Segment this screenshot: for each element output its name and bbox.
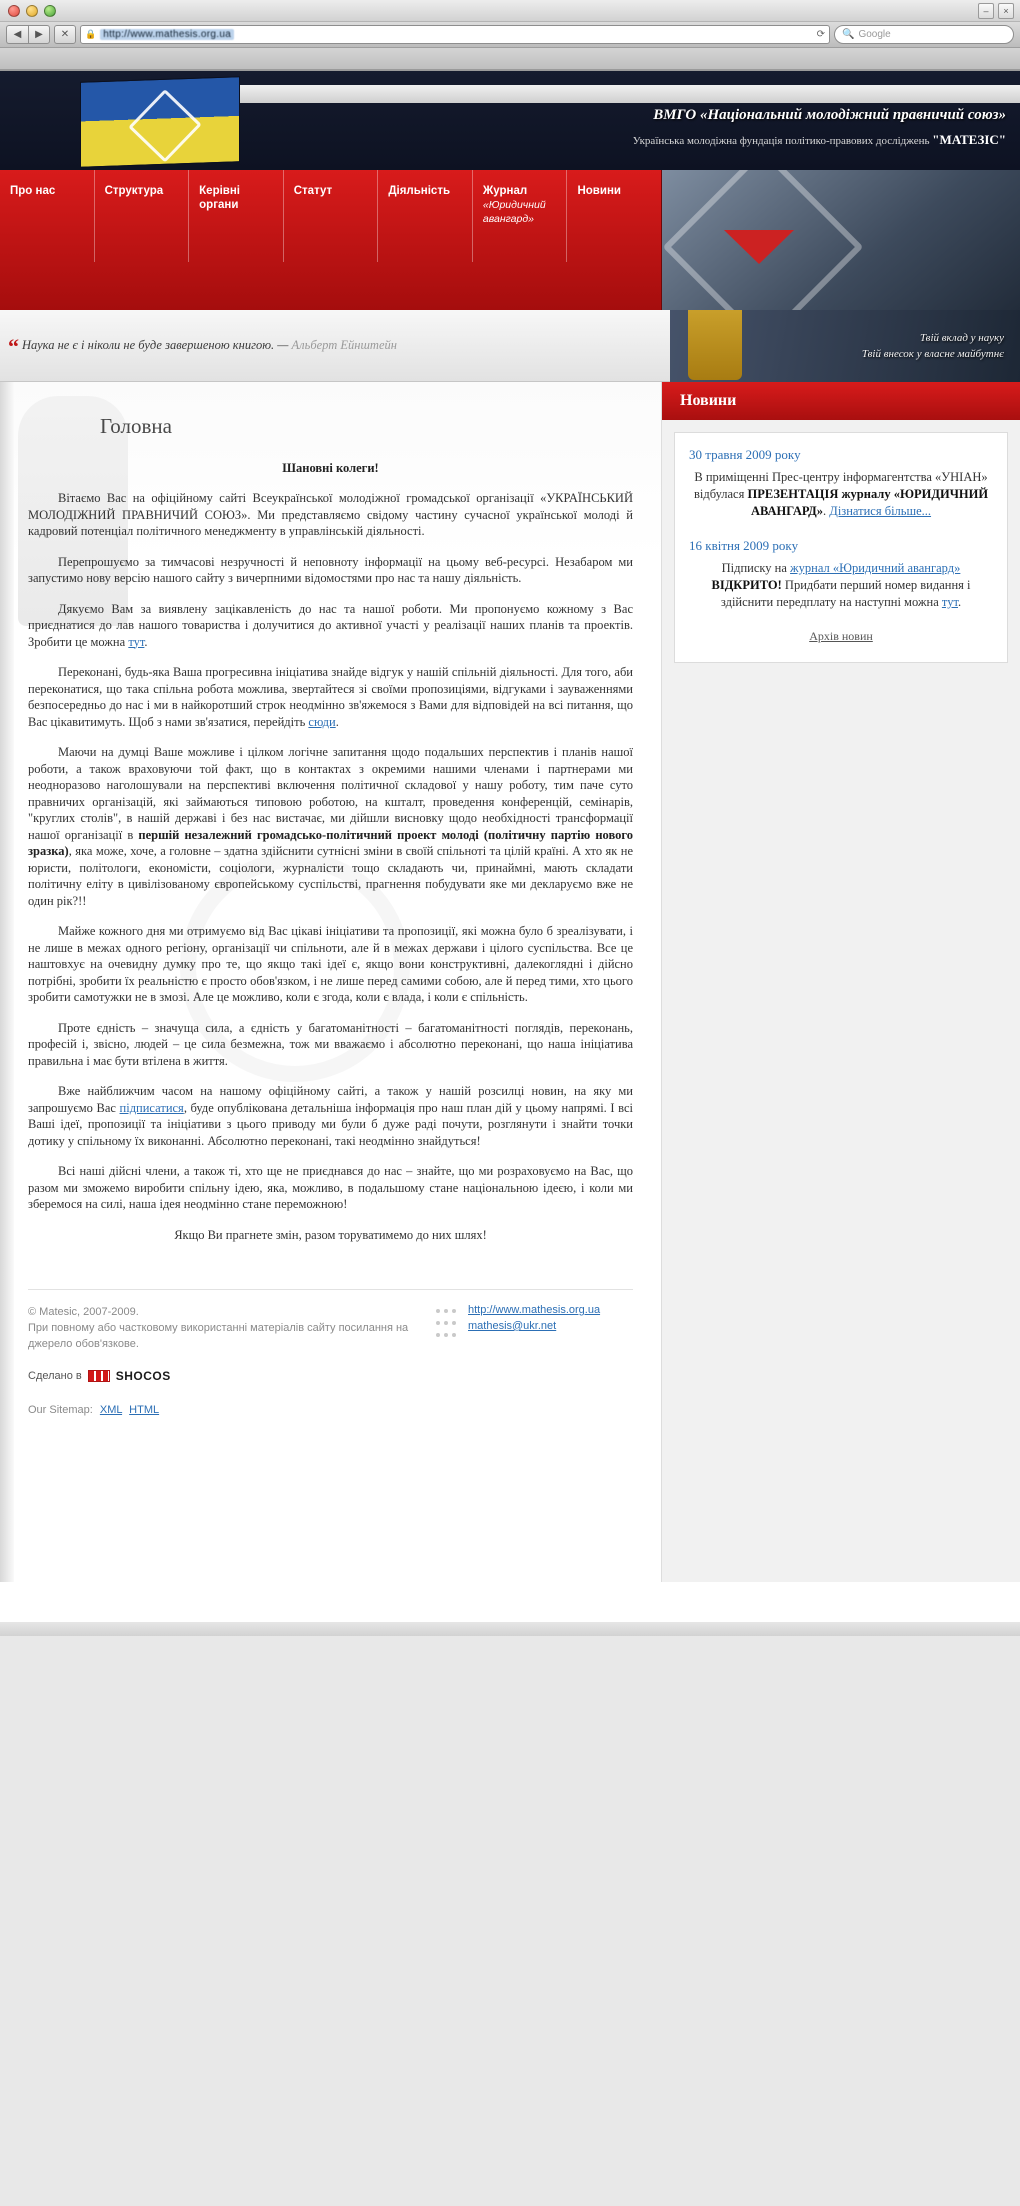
made-in-label: Сделано в [28,1370,82,1382]
news-sidebar [662,382,1020,1582]
shocos-brand[interactable]: SHOCOS [115,1369,171,1383]
nav-item-statute[interactable] [284,170,379,262]
address-bar[interactable] [80,25,830,44]
paragraph-4: Переконані, будь-яка Ваша прогресивна ініціатива знайде відгук у нашій спільній діяльності. Для того, аби переконатися, що така спільна робота можлива, звертайтеся зі своїми пропозиціями, відгуками і зауваженнями безпосередньо до нас і ми в найкоротший строк неодмінно зв'яжемося з Вами для відповідей на всі питання, що Вас цікавитимуть. Щоб з нами зв'язатися, перейдіть сюди. [28,665,633,729]
paragraph-1: Вітаємо Вас на офіційному сайті Всеукраїнської молодіжної громадської організації «УКРАЇНСЬКИЙ МОЛОДІЖНИЙ ПРАВНИЧИЙ СОЮЗ». Ми представляємо свідому частину сучасної української молоді й кадровий потенціал політичного менеджменту в управлінській діяльності. [28,491,633,538]
window-bottom-edge [0,1622,1020,1636]
news-more-link[interactable]: Дізнатися більше... [829,504,932,518]
footer-website-link[interactable]: http://www.mathesis.org.ua [468,1304,601,1316]
footer-left [28,1304,428,1418]
organization-emblem-icon [80,76,240,168]
nav-buttons[interactable] [6,25,50,44]
hero-statue-banner [670,310,1020,382]
link-subscribe[interactable]: підписатися [119,1100,184,1115]
close-window-icon[interactable] [8,5,20,17]
nav-item-structure[interactable] [95,170,190,262]
slogan-line-1: Твій вклад у науку [919,332,1004,344]
quote-author: Альберт Ейнштейн [291,338,397,352]
news-highlight: ВІДКРИТО! [711,578,782,592]
url-text: http://www.mathesis.org.ua [100,29,234,40]
quote-strip [0,310,1020,382]
minimize-button[interactable]: – [978,3,994,19]
quote-text-wrap [0,338,397,353]
news-subscribe-link[interactable]: тут [941,595,958,609]
footer-notice: При повному або частковому використанні матеріалів сайту посилання на джерело обов'язкове. [28,1322,409,1350]
news-text-after: Придбати перший номер видання і здійснити передплату на наступні можна [720,578,971,609]
paragraph-8-text: Вже найближчим часом на нашому офіційному сайті, а також у нашій розсилці новин, на яку ми запрошуємо Вас [28,1084,633,1115]
news-text-after: . [823,504,827,518]
news-panel-title: Новини [662,382,1020,420]
nav-sublabel: «Юридичний авангард» [482,199,546,225]
nav-hero-row [0,170,1020,310]
paragraph-8-tail: , буде опублікована детальніша інформація про наш план дій у цьому напрямі. І всі Ваші ідеї, пропозиції та ініціативи з цього приводу ми були б дуже раді почути, розглянути і знайти точки дотику у спільному їх виконанні. Абсолютно переконані, такі неодмінно знайдуться! [28,1100,633,1148]
paragraph-9: Всі наші дійсні члени, а також ті, хто ще не приєднався до нас – знайте, що ми розраховуємо на Вас, що разом ми зможемо виробити спільну ідею, яка, можливо, в подальшому стане національною ідеєю, і коли ми зберемося на силі, наша ідея неодмінно стане переможною! [28,1164,633,1211]
search-placeholder: Google [858,29,891,40]
sitemap-html-link[interactable]: HTML [129,1404,160,1416]
news-text-before: Підписку на [721,561,787,575]
nav-label: Новини [577,185,621,197]
news-text-before: В приміщенні Прес-центру інформагентства «УНІАН» відбулася [693,470,988,501]
window-traffic-lights[interactable] [8,5,56,17]
paragraph-2: Перепрошуємо за тимчасові незручності й неповноту інформації на цьому веб-ресурсі. Незабаром ми запустимо нову версію нашого сайту з вичерпними відомостями про нас та нашу діяльність. [28,554,633,585]
nav-label: Керівні органи [199,185,241,211]
minimize-window-icon[interactable] [26,5,38,17]
nav-label: Структура [104,185,164,197]
nav-item-governing-bodies[interactable] [189,170,284,262]
page-title: Головна [100,414,172,438]
lock-icon: 🔒 [85,29,97,39]
nav-item-news[interactable] [567,170,661,262]
paragraph-10: Якщо Ви прагнете змін, разом торуватимемо до них шлях! [174,1227,487,1242]
news-archive-link[interactable]: Архів новин [809,629,873,643]
site-subtitle-brand: "МАТЕЗІС" [932,132,1006,147]
footer-copyright: © Matesic, 2007-2009. [28,1306,139,1318]
sitemap-label: Our Sitemap: [28,1404,93,1416]
footer-email-link[interactable]: mathesis@ukr.net [468,1320,557,1332]
letter-heading: Шановні колеги! [282,461,379,475]
sitemap-row [28,1402,428,1418]
browser-chrome [0,0,1020,71]
back-arrow-icon[interactable]: ◀ [6,25,28,44]
news-highlight: ПРЕЗЕНТАЦІЯ журналу «ЮРИДИЧНИЙ АВАНГАРД» [747,487,989,518]
news-date: 30 травня 2009 року [689,447,801,462]
hero-emblem-icon [724,230,794,264]
link-join-here[interactable]: тут [128,634,145,649]
close-button[interactable]: × [998,3,1014,19]
news-journal-link[interactable]: журнал «Юридичний авангард» [790,561,961,575]
masthead-text [633,107,1006,148]
page-footer [28,1289,633,1418]
paragraph-5-bold: першій незалежний громадсько-політичний проект молоді (політичну партію нового зразка) [28,827,633,858]
main-navigation [0,170,662,310]
nav-item-about[interactable] [0,170,95,262]
slogan-text [862,330,1004,362]
news-archive-row [689,629,993,644]
site-subtitle-prefix: Українська молодіжна фундація політико-правових досліджень [632,135,930,147]
nav-item-journal[interactable] [473,170,568,262]
news-panel [674,432,1008,663]
search-icon: 🔍 [842,29,855,40]
page-body [0,382,1020,1582]
footer-right [428,1304,633,1418]
paragraph-3: Дякуємо Вам за виявлену зацікавленість до нас та нашої роботи. Ми пропонуємо кожному з Вас приєднатися до лав нашого товариства і долучитися до активної участі у реалізації наших планів та проектів. Зробити це можна тут. [28,601,633,649]
quote-mark-icon: “ [8,334,19,359]
page-bottom-spacer [0,1582,1020,1622]
nav-label: Діяльність [388,185,451,197]
paragraph-5-tail: , яка може, хоче, а головне – здатна здійснити сутнісні зміни в своїй спільноті та цілій країні. А хто як не юристи, політологи, економісти, соціологи, журналісти тощо складають чи, принаймні, мають складати політичну еліту в цивілізованому європейському суспільстві, прагнення побудувати яке ми декларуємо вже не один рік?!! [28,844,633,908]
slogan-line-2: Твій внесок у власне майбутнє [861,348,1004,360]
paragraph-5-text: Маючи на думці Ваше можливе і цілком логічне запитання щодо подальших перспектив і планів нашої роботи, а також враховуючи той факт, що в контактах з окремими нашими членами і партнерами ми неодноразово наголошували на перспективі включення політичної складової у нашу роботу, тим паче суто правничих організацій, які займаються типовою роботою, на кшталт, проведення конференцій, семінарів, "круглих столів", в нашій державі і без нас вистачає, ми дійшли висновку щодо необхідності трансформації нашої організації в [28,745,633,842]
paragraph-8 [28,1083,633,1149]
window-titlebar [0,0,1020,22]
reload-icon[interactable]: ⟳ [816,29,825,40]
window-controls[interactable] [978,3,1014,19]
site-title: ВМГО «Національний молодіжний правничий союз» [653,107,1006,123]
nav-label: Журнал [482,185,528,197]
made-in-block [28,1368,428,1384]
masthead-divider [240,85,1020,103]
paragraph-7: Проте єдність – значуща сила, а єдність у багатоманітності – багатоманітності поглядів, переконань, професій і, звісно, людей – це сила безмежна, тож ми вважаємо і абсолютно переконані, що наша ініціатива правильна і має бути втілена в життя. [28,1020,633,1068]
link-contact-here[interactable]: сюди [308,714,336,729]
search-input[interactable] [834,25,1014,44]
paragraph-3-text: Дякуємо Вам за виявлену зацікавленість до нас та нашої роботи. Ми пропонуємо кожному з Вас приєднатися до лав нашого товариства і долучитися до активної участі у реалізації наших планів та проектів. Зробити це можна [28,601,633,649]
forward-arrow-icon[interactable]: ▶ [28,25,50,44]
browser-toolbar [0,22,1020,48]
paragraph-4-text: Переконані, будь-яка Ваша прогресивна ініціатива знайде відгук у нашій спільній діяльності. Для того, аби переконатися, що така спільна робота можлива, звертайтеся зі своїми пропозиціями, відгуками і зауваженнями безпосередньо до нас і ми в найкоротший строк неодмінно зв'яжемося з Вами для відповідей на всі питання, що Вас цікавитимуть. Щоб з нами зв'язатися, перейдіть [28,665,633,729]
footer-dots-decoration [434,1306,458,1342]
statue-icon [688,310,742,380]
hero-image [662,170,1020,310]
main-content [0,382,662,1582]
paragraph-5 [28,744,633,909]
news-body: Підписку на журнал «Юридичний авангард» ВІДКРИТО! Придбати перший номер видання і здійснити передплату на наступні можна тут. [711,561,971,609]
bookmarks-bar[interactable] [0,48,1020,70]
nav-label: Статут [293,185,333,197]
maximize-window-icon[interactable] [44,5,56,17]
news-item [689,447,993,520]
site-subtitle [633,132,1006,148]
news-date: 16 квітня 2009 року [689,538,799,553]
quote-text: Наука не є і ніколи не буде завершеною книгою. — [22,338,289,352]
stop-icon[interactable]: ✕ [54,25,76,44]
news-item [689,538,993,611]
paragraph-6: Майже кожного дня ми отримуємо від Вас цікаві ініціативи та пропозиції, які можна було б зреалізувати, і не лише в межах одного регіону, організації чи спільноти, але й в межах держави і цілого суспільства. Все це наштовхує на очевидну думку про те, що якщо такі ідеї є, якщо вони конструктивні, далекоглядні і дійсно потрібні, зробити їх реальністю є просто обов'язком, і не лише перед самими собою, але й перед тими, хто цього зробити самотужки не в змозі. Але це можливо, коли є згода, коли є влада, і коли є спільність. [28,924,633,1004]
nav-label: Про нас [10,185,56,197]
web-page [0,71,1020,1622]
nav-item-activity[interactable] [378,170,473,262]
sitemap-xml-link[interactable]: XML [99,1404,123,1416]
news-body [689,469,993,520]
site-masthead [0,71,1020,170]
shocos-logo-icon [88,1370,110,1382]
